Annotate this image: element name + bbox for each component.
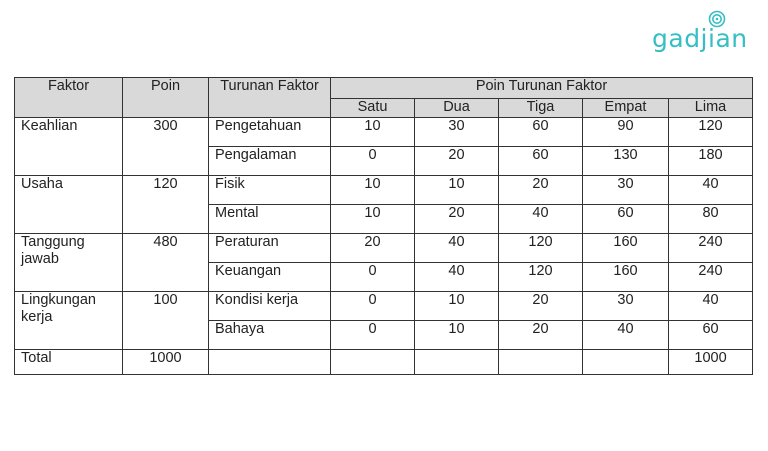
total-level-five: 1000 [669, 350, 753, 375]
value-cell: 130 [583, 147, 669, 176]
gadjian-logo [652, 10, 752, 56]
header-level-2: Dua [415, 99, 499, 118]
sub-factor-cell: Kondisi kerja [209, 292, 331, 321]
value-cell: 60 [669, 321, 753, 350]
value-cell: 40 [669, 292, 753, 321]
header-factor: Faktor [15, 78, 123, 118]
value-cell: 120 [499, 234, 583, 263]
header-level-3: Tiga [499, 99, 583, 118]
sub-factor-cell: Peraturan [209, 234, 331, 263]
value-cell: 20 [499, 292, 583, 321]
sub-factor-cell: Pengetahuan [209, 118, 331, 147]
value-cell: 160 [583, 263, 669, 292]
value-cell: 0 [331, 263, 415, 292]
header-level-5: Lima [669, 99, 753, 118]
value-cell: 0 [331, 292, 415, 321]
value-cell: 10 [331, 176, 415, 205]
table-row [15, 234, 753, 263]
factor-cell: Lingkungan kerja [15, 292, 123, 350]
factor-cell: Keahlian [15, 118, 123, 176]
sub-factor-cell: Bahaya [209, 321, 331, 350]
value-cell: 40 [499, 205, 583, 234]
table-row [15, 292, 753, 321]
factor-cell: Usaha [15, 176, 123, 234]
value-cell: 240 [669, 263, 753, 292]
header-row-1 [15, 78, 753, 99]
value-cell: 40 [583, 321, 669, 350]
value-cell: 160 [583, 234, 669, 263]
value-cell: 20 [415, 205, 499, 234]
value-cell: 10 [415, 321, 499, 350]
value-cell: 0 [331, 321, 415, 350]
value-cell: 80 [669, 205, 753, 234]
value-cell: 10 [415, 292, 499, 321]
value-cell: 10 [331, 205, 415, 234]
header-sub-factor: Turunan Faktor [209, 78, 331, 118]
value-cell: 20 [415, 147, 499, 176]
value-cell: 120 [669, 118, 753, 147]
table-row [15, 176, 753, 205]
header-level-4: Empat [583, 99, 669, 118]
total-label: Total [15, 350, 123, 375]
factor-cell: Tanggung jawab [15, 234, 123, 292]
value-cell: 30 [415, 118, 499, 147]
value-cell: 40 [415, 234, 499, 263]
header-sub-factor-points: Poin Turunan Faktor [331, 78, 753, 99]
value-cell: 30 [583, 292, 669, 321]
empty-cell [331, 350, 415, 375]
sub-factor-cell: Keuangan [209, 263, 331, 292]
total-points: 1000 [123, 350, 209, 375]
value-cell: 60 [499, 147, 583, 176]
points-cell: 300 [123, 118, 209, 176]
sub-factor-cell: Fisik [209, 176, 331, 205]
empty-cell [583, 350, 669, 375]
sub-factor-cell: Pengalaman [209, 147, 331, 176]
value-cell: 90 [583, 118, 669, 147]
value-cell: 240 [669, 234, 753, 263]
header-points: Poin [123, 78, 209, 118]
total-row [15, 350, 753, 375]
empty-cell [209, 350, 331, 375]
value-cell: 120 [499, 263, 583, 292]
value-cell: 10 [415, 176, 499, 205]
value-cell: 40 [415, 263, 499, 292]
value-cell: 30 [583, 176, 669, 205]
empty-cell [499, 350, 583, 375]
value-cell: 60 [499, 118, 583, 147]
logo-wordmark: gadjian [652, 24, 748, 53]
header-level-1: Satu [331, 99, 415, 118]
value-cell: 40 [669, 176, 753, 205]
sub-factor-cell: Mental [209, 205, 331, 234]
table-row [15, 118, 753, 147]
value-cell: 20 [499, 321, 583, 350]
value-cell: 180 [669, 147, 753, 176]
points-cell: 100 [123, 292, 209, 350]
value-cell: 0 [331, 147, 415, 176]
point-factor-table [14, 77, 753, 375]
value-cell: 20 [331, 234, 415, 263]
points-cell: 480 [123, 234, 209, 292]
points-cell: 120 [123, 176, 209, 234]
value-cell: 10 [331, 118, 415, 147]
value-cell: 60 [583, 205, 669, 234]
empty-cell [415, 350, 499, 375]
value-cell: 20 [499, 176, 583, 205]
